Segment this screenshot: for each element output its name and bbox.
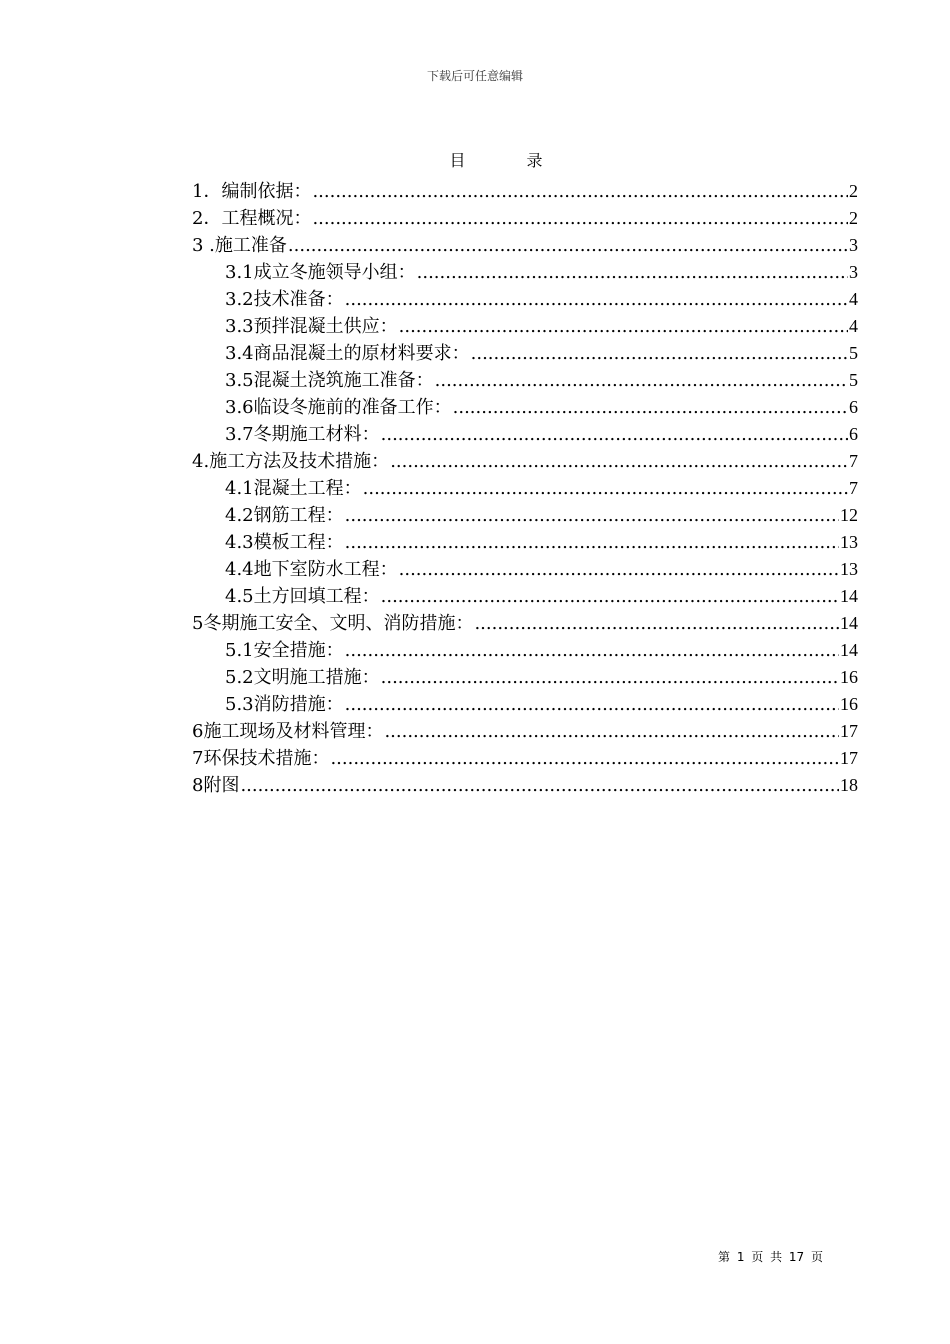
toc-entry-number: 4.2	[225, 505, 254, 526]
toc-entry-page: 6	[849, 397, 858, 417]
toc-entry-number: 4.	[192, 451, 210, 472]
toc-dot-leader	[399, 313, 848, 340]
toc-entry-label: 施工现场及材料管理：	[203, 721, 384, 742]
toc-entry[interactable]	[192, 367, 858, 394]
toc-entry-label: 安全措施：	[253, 640, 344, 661]
toc-dot-leader	[384, 718, 839, 745]
toc-dot-leader	[435, 367, 848, 394]
toc-dot-leader	[345, 637, 839, 664]
toc-dot-leader	[312, 205, 848, 232]
toc-entry-number: 5	[192, 613, 204, 634]
toc-entry[interactable]	[192, 340, 858, 367]
toc-entry-label: 混凝土工程：	[253, 478, 362, 499]
toc-entry-label: 混凝土浇筑施工准备：	[253, 370, 434, 391]
toc-entry-page: 3	[849, 262, 858, 282]
toc-entry[interactable]	[192, 232, 858, 259]
toc-entry-label: 冬期施工安全、文明、消防措施：	[203, 613, 474, 634]
toc-entry[interactable]	[192, 745, 858, 772]
toc-entry[interactable]	[192, 205, 858, 232]
toc-dot-leader	[381, 583, 839, 610]
toc-entry-page: 13	[840, 559, 858, 579]
toc-entry-page: 3	[849, 235, 858, 255]
toc-entry-page: 4	[849, 289, 858, 309]
toc-dot-leader	[417, 259, 848, 286]
toc-entry-number: 3.1	[225, 262, 254, 283]
toc-entry-number: 4.5	[225, 586, 254, 607]
toc-entry-label: 施工准备	[214, 235, 287, 256]
toc-dot-leader	[345, 286, 848, 313]
toc-entry-label: 施工方法及技术措施：	[209, 451, 390, 472]
toc-entry-number: 3 .	[192, 235, 215, 256]
toc-entry-number: 3.2	[225, 289, 254, 310]
toc-entry[interactable]	[192, 178, 858, 205]
toc-entry[interactable]	[192, 394, 858, 421]
toc-entry-number: 1．	[192, 181, 222, 202]
toc-entry-page: 5	[849, 343, 858, 363]
toc-entry-label: 编制依据：	[221, 181, 312, 202]
toc-entry-label: 模板工程：	[253, 532, 344, 553]
toc-dot-leader	[471, 340, 848, 367]
toc-entry-number: 5.1	[225, 640, 254, 661]
toc-dot-leader	[345, 691, 839, 718]
toc-entry-number: 3.5	[225, 370, 254, 391]
toc-entry-number: 5.3	[225, 694, 254, 715]
toc-entry-number: 3.6	[225, 397, 254, 418]
toc-entry-page: 17	[840, 721, 858, 741]
toc-entry[interactable]	[192, 448, 858, 475]
toc-dot-leader	[288, 232, 848, 259]
toc-entry-number: 8	[192, 775, 204, 796]
toc-entry-page: 14	[840, 613, 858, 633]
toc-entry-label: 地下室防水工程：	[253, 559, 398, 580]
toc-dot-leader	[240, 772, 839, 799]
toc-entry-page: 13	[840, 532, 858, 552]
toc-dot-leader	[474, 610, 839, 637]
toc-entry-label: 环保技术措施：	[203, 748, 330, 769]
toc-entry-page: 6	[849, 424, 858, 444]
toc-entry-page: 7	[849, 451, 858, 471]
toc-entry-label: 消防措施：	[253, 694, 344, 715]
toc-entry[interactable]	[192, 664, 858, 691]
toc-entry[interactable]	[192, 475, 858, 502]
toc-entry-label: 工程概况：	[221, 208, 312, 229]
toc-entry-label: 技术准备：	[253, 289, 344, 310]
toc-entry-number: 3.7	[225, 424, 254, 445]
toc-dot-leader	[363, 475, 848, 502]
toc-entry[interactable]	[192, 529, 858, 556]
toc-entry-page: 2	[849, 208, 858, 228]
toc-entry[interactable]	[192, 637, 858, 664]
toc-entry-page: 17	[840, 748, 858, 768]
page-footer: 第 1 页 共 17 页	[718, 1250, 823, 1264]
toc-entry[interactable]	[192, 286, 858, 313]
toc-entry[interactable]	[192, 691, 858, 718]
toc-dot-leader	[345, 502, 839, 529]
toc-entry-number: 4.4	[225, 559, 254, 580]
toc-entry-number: 3.3	[225, 316, 254, 337]
toc-entry[interactable]	[192, 718, 858, 745]
toc-entry-number: 5.2	[225, 667, 254, 688]
toc-entry-page: 16	[840, 667, 858, 687]
toc-entry-label: 钢筋工程：	[253, 505, 344, 526]
toc-dot-leader	[399, 556, 839, 583]
toc-entry[interactable]	[192, 259, 858, 286]
toc-entry-label: 附图	[203, 775, 240, 796]
toc-entry-number: 7	[192, 748, 204, 769]
toc-entry[interactable]	[192, 421, 858, 448]
toc-entry-label: 土方回填工程：	[253, 586, 380, 607]
toc-entry[interactable]	[192, 583, 858, 610]
toc-entry-page: 12	[840, 505, 858, 525]
toc-entry-page: 18	[840, 775, 858, 795]
toc-dot-leader	[330, 745, 839, 772]
toc-entry-page: 2	[849, 181, 858, 201]
toc-dot-leader	[453, 394, 848, 421]
page-header: 下载后可任意编辑	[426, 69, 523, 83]
toc-dot-leader	[390, 448, 848, 475]
toc-entry-number: 4.1	[225, 478, 254, 499]
table-of-contents	[192, 178, 858, 799]
toc-entry-number: 2．	[192, 208, 222, 229]
toc-entry[interactable]	[192, 556, 858, 583]
toc-title: 目 录	[449, 151, 571, 170]
toc-entry-label: 临设冬施前的准备工作：	[253, 397, 452, 418]
toc-entry-page: 7	[849, 478, 858, 498]
toc-entry[interactable]	[192, 610, 858, 637]
toc-entry-label: 文明施工措施：	[253, 667, 380, 688]
toc-entry-label: 预拌混凝土供应：	[253, 316, 398, 337]
toc-entry[interactable]	[192, 772, 858, 799]
toc-entry-label: 商品混凝土的原材料要求：	[253, 343, 470, 364]
toc-entry-label: 冬期施工材料：	[253, 424, 380, 445]
toc-entry-number: 3.4	[225, 343, 254, 364]
toc-entry-page: 14	[840, 586, 858, 606]
toc-entry-label: 成立冬施领导小组：	[253, 262, 416, 283]
toc-dot-leader	[312, 178, 848, 205]
toc-entry[interactable]	[192, 313, 858, 340]
toc-entry-number: 6	[192, 721, 204, 742]
toc-entry-page: 14	[840, 640, 858, 660]
toc-entry-page: 16	[840, 694, 858, 714]
toc-dot-leader	[381, 421, 848, 448]
toc-entry-number: 4.3	[225, 532, 254, 553]
toc-dot-leader	[381, 664, 839, 691]
toc-dot-leader	[345, 529, 839, 556]
toc-entry-page: 4	[849, 316, 858, 336]
toc-entry-page: 5	[849, 370, 858, 390]
toc-entry[interactable]	[192, 502, 858, 529]
